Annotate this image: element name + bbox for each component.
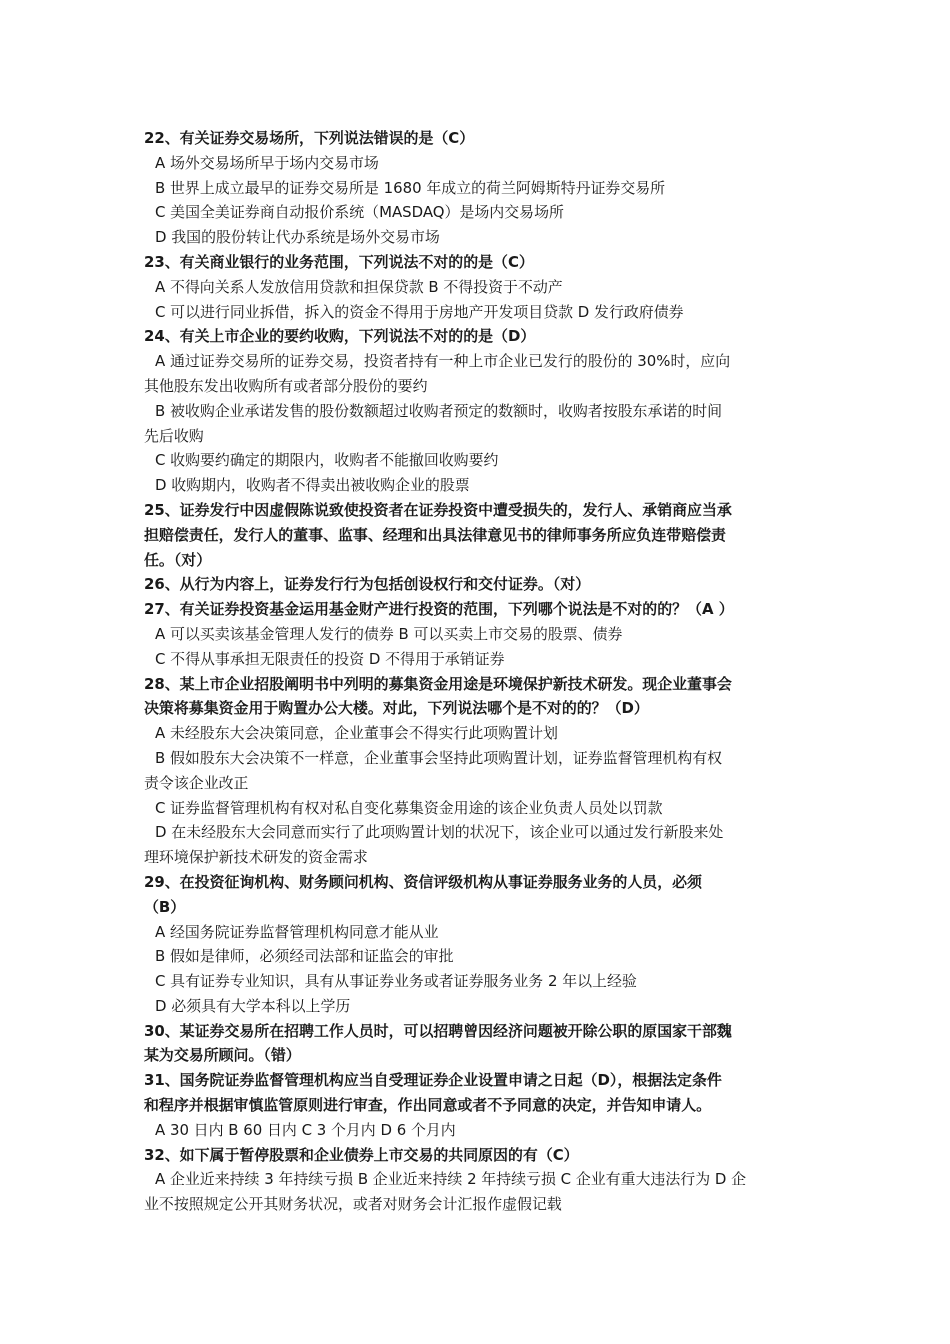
option-line: A 企业近来持续 3 年持续亏损 B 企业近来持续 2 年持续亏损 C 企业有重大违法行为 D 企 xyxy=(155,1170,747,1189)
continuation-line: 其他股东发出收购所有或者部分股份的要约 xyxy=(144,376,428,395)
continuation-line: 先后收购 xyxy=(144,426,204,445)
continuation-line: 业不按照规定公开其财务状况，或者对财务会计汇报作虚假记载 xyxy=(144,1195,562,1214)
question-line: 27、有关证券投资基金运用基金财产进行投资的范围，下列哪个说法是不对的的？（A ） xyxy=(144,600,734,619)
question-line: 32、如下属于暂停股票和企业债券上市交易的共同原因的有（C） xyxy=(144,1145,579,1164)
question-line: 和程序并根据审慎监管原则进行审查，作出同意或者不予同意的决定，并告知申请人。 xyxy=(144,1096,712,1115)
question-line: （B） xyxy=(144,897,186,916)
option-line: A 可以买卖该基金管理人发行的债券 B 可以买卖上市交易的股票、债券 xyxy=(155,624,623,643)
option-line: A 不得向关系人发放信用贷款和担保贷款 B 不得投资于不动产 xyxy=(155,277,563,296)
option-line: B 世界上成立最早的证券交易所是 1680 年成立的荷兰阿姆斯特丹证券交易所 xyxy=(155,178,666,197)
continuation-line: 理环境保护新技术研发的资金需求 xyxy=(144,848,368,867)
option-line: A 经国务院证券监督管理机构同意才能从业 xyxy=(155,922,439,941)
question-line: 28、某上市企业招股阐明书中列明的募集资金用途是环境保护新技术研发。现企业董事会 xyxy=(144,674,732,693)
option-line: A 场外交易场所早于场内交易市场 xyxy=(155,153,379,172)
option-line: C 可以进行同业拆借，拆入的资金不得用于房地产开发项目贷款 D 发行政府债券 xyxy=(155,302,684,321)
option-line: A 未经股东大会决策同意，企业董事会不得实行此项购置计划 xyxy=(155,724,558,743)
option-line: A 30 日内 B 60 日内 C 3 个月内 D 6 个月内 xyxy=(155,1120,456,1139)
question-line: 30、某证券交易所在招聘工作人员时，可以招聘曾因经济问题被开除公职的原国家干部魏 xyxy=(144,1021,732,1040)
option-line: C 美国全美证券商自动报价系统（MASDAQ）是场内交易场所 xyxy=(155,203,564,222)
question-line: 24、有关上市企业的要约收购，下列说法不对的的是（D） xyxy=(144,327,536,346)
option-line: D 收购期内，收购者不得卖出被收购企业的股票 xyxy=(155,476,470,495)
document-body xyxy=(144,126,809,1217)
option-line: D 必须具有大学本科以上学历 xyxy=(155,996,351,1015)
question-line: 任。（对） xyxy=(144,550,212,569)
option-line: D 在未经股东大会同意而实行了此项购置计划的状况下，该企业可以通过发行新股来处 xyxy=(155,823,724,842)
question-line: 26、从行为内容上，证券发行行为包括创设权行和交付证券。（对） xyxy=(144,575,591,594)
option-line: B 假如股东大会决策不一样意，企业董事会坚持此项购置计划，证券监督管理机构有权 xyxy=(155,748,723,767)
continuation-line: 责令该企业改正 xyxy=(144,773,249,792)
option-line: C 具有证券专业知识，具有从事证券业务或者证券服务业务 2 年以上经验 xyxy=(155,972,637,991)
question-line: 某为交易所顾问。（错） xyxy=(144,1046,301,1065)
option-line: C 证券监督管理机构有权对私自变化募集资金用途的该企业负责人员处以罚款 xyxy=(155,798,663,817)
question-line: 29、在投资征询机构、财务顾问机构、资信评级机构从事证券服务业务的人员，必须 xyxy=(144,872,702,891)
question-line: 31、国务院证券监督管理机构应当自受理证券企业设置申请之日起（D），根据法定条件 xyxy=(144,1071,722,1090)
question-line: 25、证券发行中因虚假陈说致使投资者在证券投资中遭受损失的，发行人、承销商应当承 xyxy=(144,500,732,519)
question-line: 22、有关证券交易场所，下列说法错误的是（C） xyxy=(144,129,475,147)
option-line: D 我国的股份转让代办系统是场外交易市场 xyxy=(155,228,440,247)
option-line: B 被收购企业承诺发售的股份数额超过收购者预定的数额时，收购者按股东承诺的时间 xyxy=(155,401,723,420)
question-line: 担赔偿责任，发行人的董事、监事、经理和出具法律意见书的律师事务所应负连带赔偿责 xyxy=(144,525,726,544)
question-line: 决策将募集资金用于购置办公大楼。对此，下列说法哪个是不对的的？（D） xyxy=(144,699,649,718)
option-line: A 通过证券交易所的证券交易，投资者持有一种上市企业已发行的股份的 30%时，应向 xyxy=(155,352,731,371)
question-line: 23、有关商业银行的业务范围，下列说法不对的的是（C） xyxy=(144,252,534,271)
option-line: C 不得从事承担无限责任的投资 D 不得用于承销证券 xyxy=(155,649,505,668)
option-line: B 假如是律师，必须经司法部和证监会的审批 xyxy=(155,947,454,966)
option-line: C 收购要约确定的期限内，收购者不能撤回收购要约 xyxy=(155,451,499,470)
